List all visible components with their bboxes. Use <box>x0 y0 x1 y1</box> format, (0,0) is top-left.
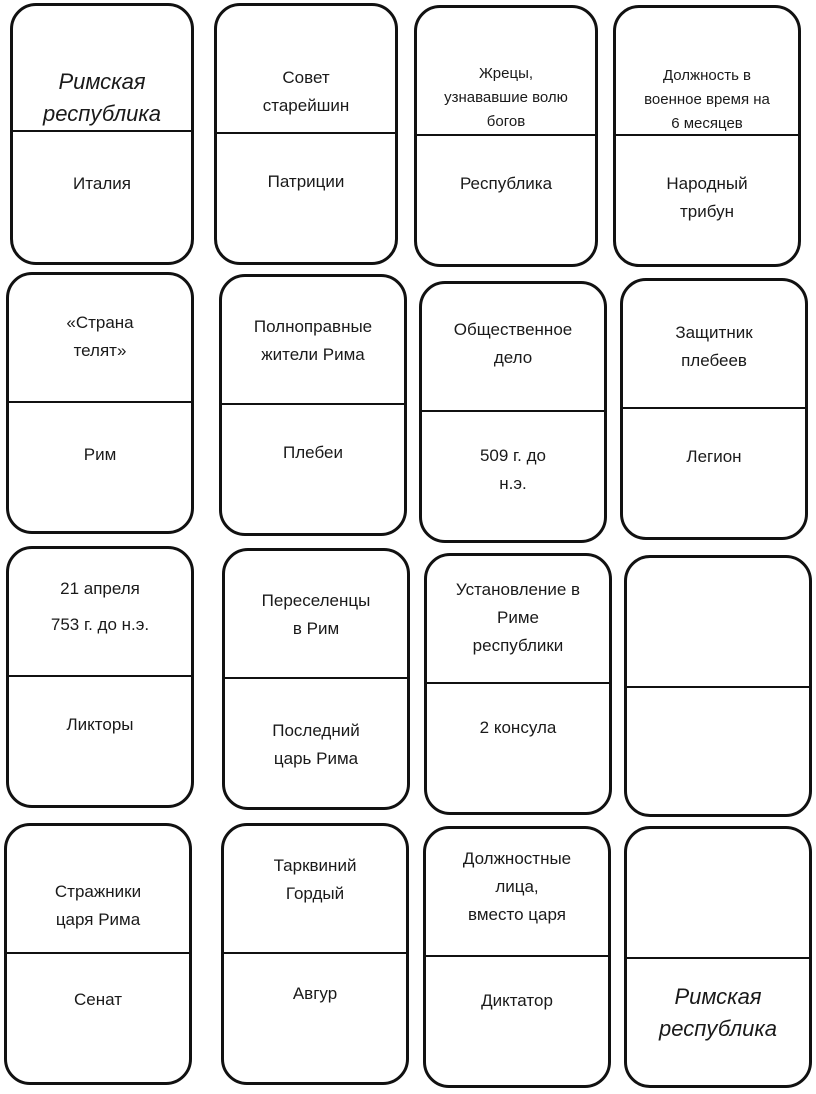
card-top-text: Установление в Риме республики <box>455 580 581 655</box>
card-13 <box>4 823 192 1085</box>
card-top-text: 21 апреля 753 г. до н.э. <box>50 579 150 634</box>
card-divider <box>627 957 809 959</box>
card-9 <box>6 546 194 808</box>
card-7 <box>419 281 607 543</box>
card-divider <box>616 134 798 136</box>
card-16 <box>624 826 812 1088</box>
card-bottom-text: Авгур <box>292 984 338 1003</box>
card-divider <box>222 403 404 405</box>
card-3 <box>414 5 598 267</box>
card-bottom-text: Легион <box>686 447 742 466</box>
card-5 <box>6 272 194 534</box>
card-divider <box>627 686 809 688</box>
card-top-text: «Страна телят» <box>66 313 134 360</box>
card-top-text: Защитник плебеев <box>675 323 753 370</box>
card-divider <box>417 134 595 136</box>
card-bottom-text: Рим <box>83 445 117 464</box>
card-14 <box>221 823 409 1085</box>
card-divider <box>426 955 608 957</box>
card-8 <box>620 278 808 540</box>
card-top-text: Общественное дело <box>453 320 573 367</box>
card-divider <box>427 682 609 684</box>
card-top-text: Стражники царя Рима <box>54 882 142 929</box>
card-bottom-text: Ликторы <box>66 715 134 734</box>
card-top-text: Должность в военное время на 6 месяцев <box>644 67 770 132</box>
card-10 <box>222 548 410 810</box>
card-4 <box>613 5 801 267</box>
card-15 <box>423 826 611 1088</box>
card-divider <box>9 401 191 403</box>
card-bottom-text: Последний царь Рима <box>272 721 360 768</box>
card-12-blank <box>624 555 812 817</box>
card-bottom-text: Италия <box>73 174 131 193</box>
card-1 <box>10 3 194 265</box>
card-bottom-text: 509 г. до н.э. <box>479 446 547 493</box>
card-bottom-text: Народный трибун <box>666 174 748 221</box>
card-6 <box>219 274 407 536</box>
card-bottom-text: Римская республика <box>659 984 777 1041</box>
card-top-text: Жрецы, узнававшие волю богов <box>444 65 568 130</box>
card-divider <box>9 675 191 677</box>
card-top-text: Полноправные жители Рима <box>253 317 373 364</box>
card-bottom-text: Плебеи <box>283 443 343 462</box>
card-divider <box>7 952 189 954</box>
card-top-text: Тарквиний Гордый <box>273 856 357 903</box>
card-bottom-text: 2 консула <box>479 718 557 737</box>
card-bottom-text: Сенат <box>74 990 122 1009</box>
card-top-text: Должностные лица, вместо царя <box>462 849 572 924</box>
card-divider <box>224 952 406 954</box>
card-divider <box>623 407 805 409</box>
card-top-text: Переселенцы в Рим <box>261 591 371 638</box>
card-bottom-text: Республика <box>459 174 553 193</box>
card-divider <box>422 410 604 412</box>
card-2 <box>214 3 398 265</box>
card-bottom-text: Диктатор <box>481 991 553 1010</box>
card-11 <box>424 553 612 815</box>
card-divider <box>217 132 395 134</box>
card-divider <box>225 677 407 679</box>
card-top-text: Римская республика <box>43 69 161 126</box>
card-divider <box>13 130 191 132</box>
card-bottom-text: Патриции <box>267 172 345 191</box>
card-top-text: Совет старейшин <box>262 68 350 115</box>
